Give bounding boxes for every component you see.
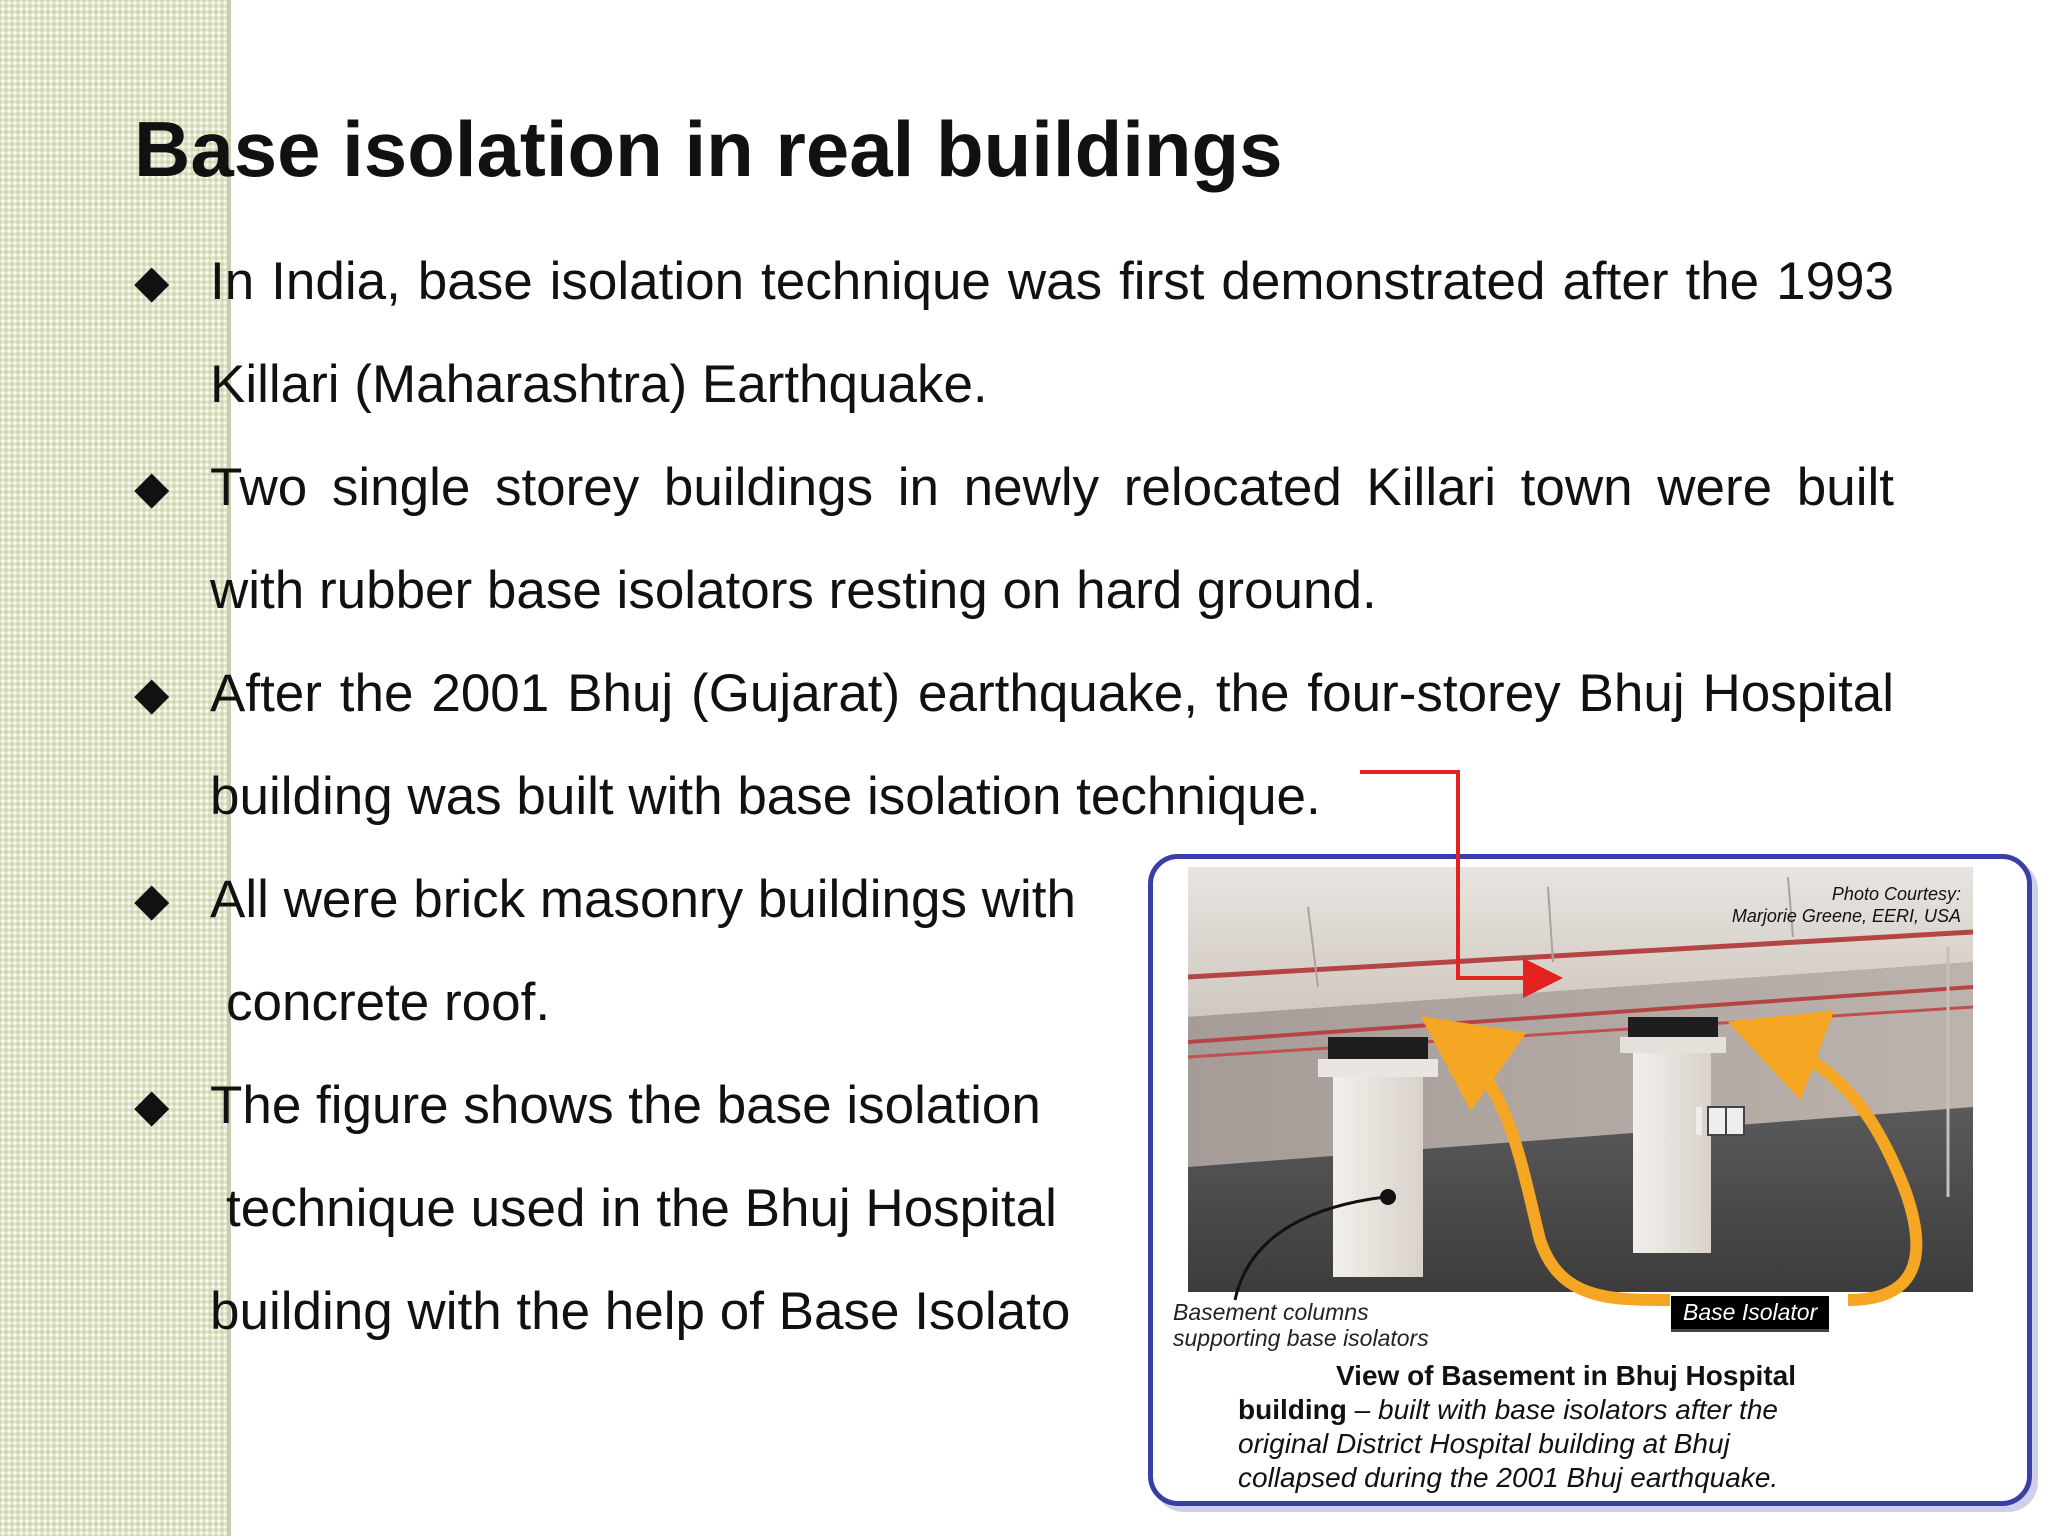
basement-photo bbox=[1188, 867, 1973, 1292]
bullet-3-line-1: After the 2001 Bhuj (Gujarat) earthquake, the four-storey Bhuj bbox=[210, 664, 1685, 723]
slide-title: Base isolation in real buildings bbox=[134, 105, 1283, 193]
diamond-bullet-icon: ◆ bbox=[134, 255, 170, 307]
photo-courtesy-line-1: Photo Courtesy: bbox=[1831, 884, 1961, 904]
bullet-item-2 bbox=[134, 436, 1894, 642]
photo-courtesy-line-2: Marjorie Greene, EERI, USA bbox=[1731, 906, 1961, 926]
bullet-2-line-1: Two single storey buildings in newly relocated Killari town were bbox=[210, 458, 1773, 517]
bullet-item-1 bbox=[134, 230, 1894, 436]
figure-box bbox=[1148, 854, 2032, 1506]
basement-label-line-1: Basement columns bbox=[1173, 1299, 1369, 1325]
caption-line-3: collapsed during the 2001 Bhuj earthquake. bbox=[1238, 1462, 1779, 1493]
bullet-item-5 bbox=[134, 1054, 1275, 1363]
bullet-5-line-3: building with the help of Base Isolato bbox=[210, 1282, 1071, 1341]
caption-line-1: built with base isolators after the bbox=[1378, 1394, 1778, 1425]
diamond-bullet-icon: ◆ bbox=[134, 873, 170, 925]
basement-columns-label bbox=[1173, 1299, 1429, 1351]
bullet-3-text bbox=[210, 664, 1894, 826]
bullet-1-text bbox=[210, 252, 1894, 414]
base-isolator-label: Base Isolator bbox=[1671, 1296, 1829, 1332]
bullet-5-line-2: technique used in the Bhuj Hospital bbox=[226, 1179, 1057, 1238]
bullet-2-text bbox=[210, 458, 1894, 620]
basement-label-line-2: supporting base isolators bbox=[1173, 1325, 1429, 1351]
bullet-1-line-2: 1993 Killari (Maharashtra) Earthquake. bbox=[210, 252, 1894, 414]
bullet-1-line-1: In India, base isolation technique was first demonstrated after the bbox=[210, 252, 1760, 311]
bullet-5-line-1: The figure shows the base isolation bbox=[210, 1076, 1041, 1135]
figure-caption bbox=[1238, 1359, 1998, 1495]
basement-photo-drawing bbox=[1188, 867, 1973, 1292]
bullet-2-line-2: built with rubber base isolators resting on hard ground. bbox=[210, 458, 1894, 620]
bullet-item-3 bbox=[134, 642, 1894, 848]
bullet-item-4 bbox=[134, 848, 1275, 1054]
caption-bold-word: building bbox=[1238, 1394, 1347, 1425]
caption-dash: – bbox=[1346, 1394, 1378, 1425]
bullet-4-line-2: concrete roof. bbox=[226, 973, 551, 1032]
caption-title: View of Basement in Bhuj Hospital bbox=[1336, 1360, 1797, 1391]
diamond-bullet-icon: ◆ bbox=[134, 1079, 170, 1131]
photo-courtesy bbox=[1732, 883, 1961, 927]
bullet-4-line-1: All were brick masonry buildings with bbox=[210, 870, 1076, 929]
diamond-bullet-icon: ◆ bbox=[134, 667, 170, 719]
caption-line-2: original District Hospital building at Bhuj bbox=[1238, 1428, 1730, 1459]
diamond-bullet-icon: ◆ bbox=[134, 461, 170, 513]
bullet-3-line-2: Hospital building was built with base isolation technique. bbox=[210, 664, 1894, 826]
